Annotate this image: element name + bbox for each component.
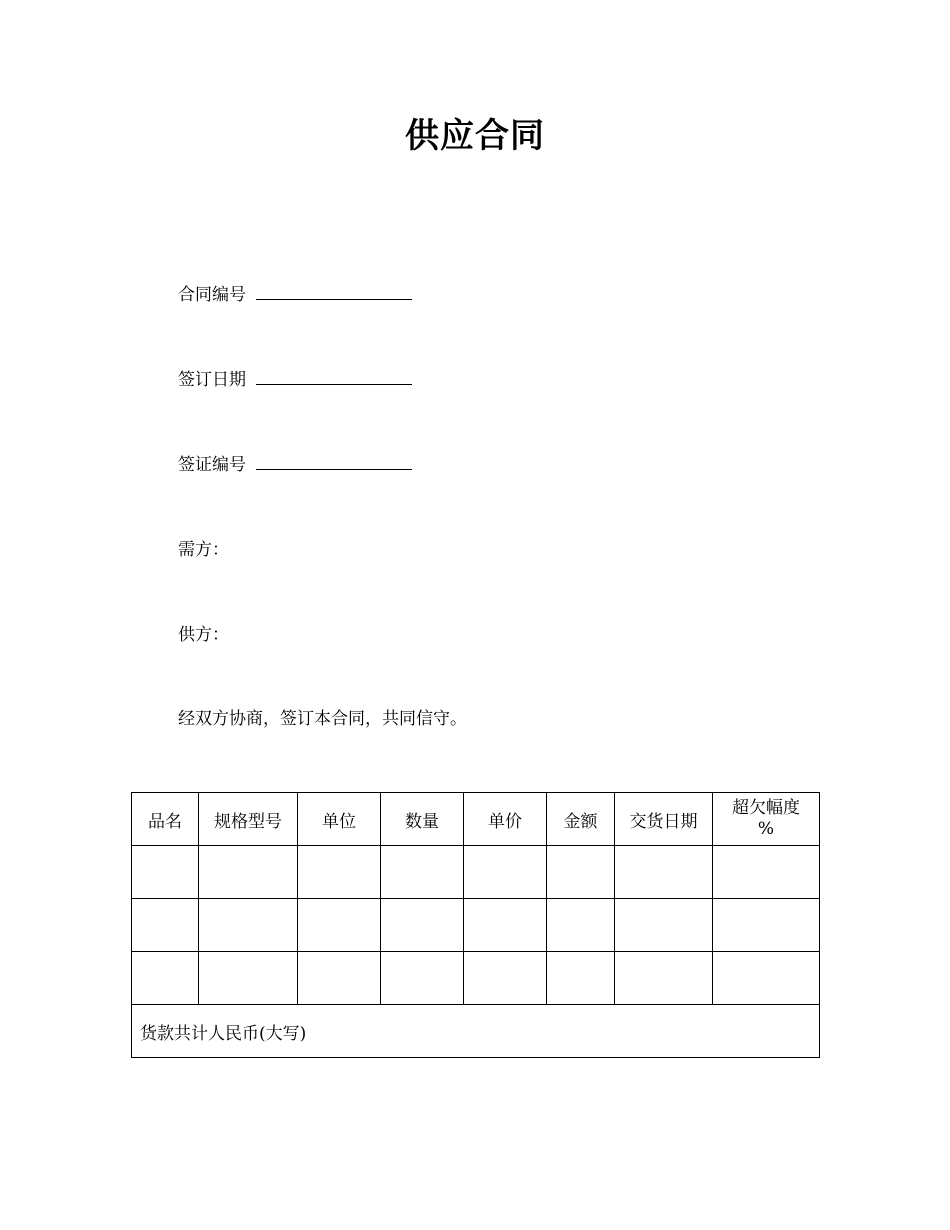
header-quantity: 数量 xyxy=(381,793,464,846)
contract-no-blank[interactable] xyxy=(256,283,412,300)
table-cell[interactable] xyxy=(464,899,547,952)
total-row xyxy=(132,1005,820,1058)
page-title: 供应合同 xyxy=(405,116,545,156)
supplier-label: 供方： xyxy=(178,625,229,645)
table-cell[interactable] xyxy=(713,952,820,1005)
header-amount: 金额 xyxy=(547,793,615,846)
visa-no-field xyxy=(178,453,412,477)
buyer-field xyxy=(178,538,229,562)
total-amount-label: 货款共计人民币(大写) xyxy=(140,1023,307,1044)
table-cell[interactable] xyxy=(199,846,298,899)
table-cell[interactable] xyxy=(615,899,713,952)
table-cell[interactable] xyxy=(615,846,713,899)
header-tolerance xyxy=(713,793,820,846)
header-delivery-date: 交货日期 xyxy=(615,793,713,846)
header-tolerance-line2: % xyxy=(757,819,775,839)
header-unit: 单位 xyxy=(298,793,381,846)
table-cell[interactable] xyxy=(381,952,464,1005)
contract-no-label: 合同编号 xyxy=(178,285,246,305)
table-row xyxy=(132,846,820,899)
table-cell[interactable] xyxy=(547,846,615,899)
table-cell[interactable] xyxy=(298,899,381,952)
table-cell[interactable] xyxy=(199,952,298,1005)
table-cell[interactable] xyxy=(464,952,547,1005)
table-cell[interactable] xyxy=(132,846,199,899)
table-cell[interactable] xyxy=(298,952,381,1005)
table-cell[interactable] xyxy=(713,846,820,899)
header-spec-model: 规格型号 xyxy=(199,793,298,846)
visa-no-label: 签证编号 xyxy=(178,455,246,475)
buyer-label: 需方： xyxy=(178,540,229,560)
table-cell[interactable] xyxy=(615,952,713,1005)
table-cell[interactable] xyxy=(199,899,298,952)
visa-no-blank[interactable] xyxy=(256,453,412,470)
table-cell[interactable] xyxy=(464,846,547,899)
table-cell[interactable] xyxy=(381,899,464,952)
header-unit-price: 单价 xyxy=(464,793,547,846)
table-cell[interactable] xyxy=(547,899,615,952)
table-cell[interactable] xyxy=(132,952,199,1005)
table-cell[interactable] xyxy=(547,952,615,1005)
table-header-row xyxy=(132,793,820,846)
sign-date-field xyxy=(178,368,412,392)
header-tolerance-line1: 超欠幅度 xyxy=(732,798,800,818)
goods-table xyxy=(131,792,820,1058)
table-cell[interactable] xyxy=(713,899,820,952)
table-cell[interactable] xyxy=(132,899,199,952)
intro-text: 经双方协商，签订本合同，共同信守。 xyxy=(178,709,467,729)
table-row xyxy=(132,899,820,952)
table-cell[interactable] xyxy=(381,846,464,899)
sign-date-blank[interactable] xyxy=(256,368,412,385)
total-amount-cell[interactable] xyxy=(132,1005,820,1058)
header-product-name: 品名 xyxy=(132,793,199,846)
sign-date-label: 签订日期 xyxy=(178,370,246,390)
contract-no-field xyxy=(178,283,412,307)
supplier-field xyxy=(178,623,229,647)
table-cell[interactable] xyxy=(298,846,381,899)
table-row xyxy=(132,952,820,1005)
